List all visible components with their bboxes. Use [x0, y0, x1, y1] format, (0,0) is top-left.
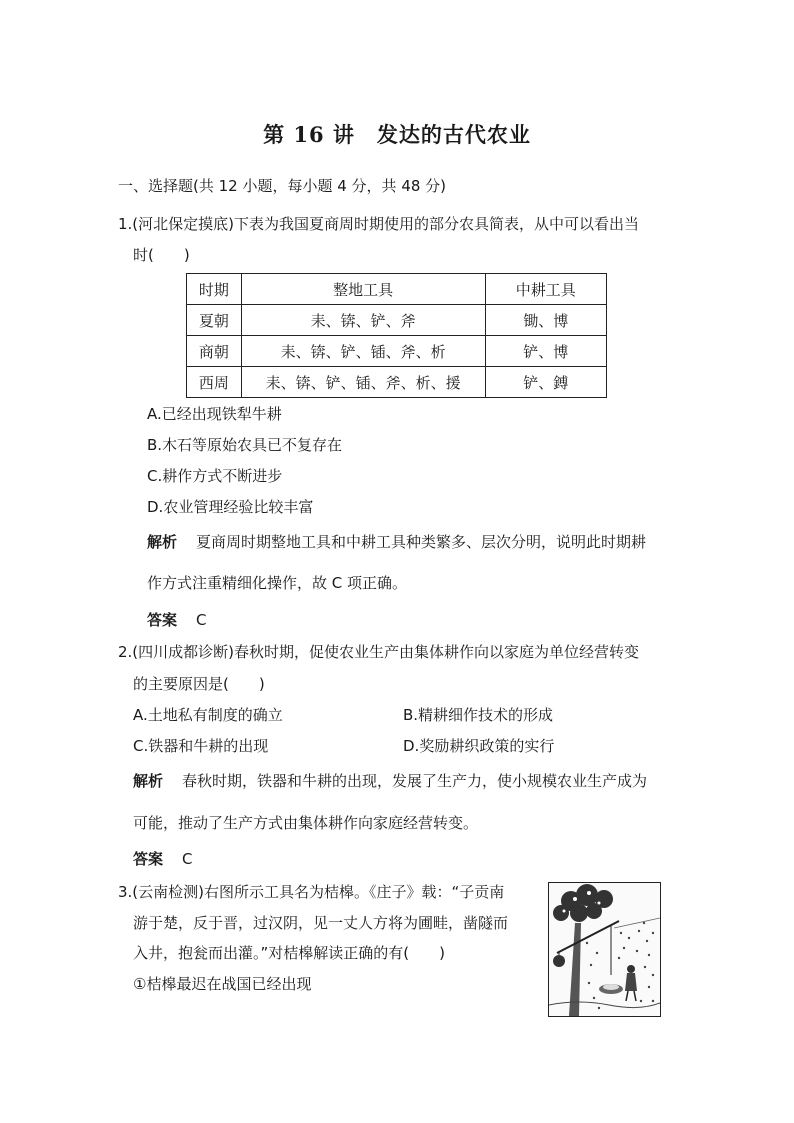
- section-heading: 一、选择题(共 12 小题，每小题 4 分，共 48 分): [118, 177, 447, 195]
- q1-analysis-line1: 夏商周时期整地工具和中耕工具种类繁多、层次分明，说明此时期耕: [196, 533, 647, 551]
- q2-answer-label: 答案: [133, 850, 164, 868]
- table-cell: 商朝: [187, 336, 242, 367]
- q3-stem-line2: 游于楚，反于晋，过汉阴，见一丈人方将为圃畦，凿隧而: [133, 914, 509, 932]
- q2-option-d: D.奖励耕织政策的实行: [403, 737, 555, 755]
- q3-stem-line3: 入井，抱瓮而出灌。”对桔槔解读正确的有( ): [133, 944, 445, 962]
- table-row: [187, 336, 607, 367]
- table-cell: 夏朝: [187, 305, 242, 336]
- q1-option-c: C.耕作方式不断进步: [147, 467, 283, 485]
- q2-stem-line1: 2.(四川成都诊断)春秋时期，促使农业生产由集体耕作向以家庭为单位经营转变: [118, 643, 640, 661]
- q1-analysis-label: 解析: [147, 533, 178, 551]
- q1-analysis-line2: 作方式注重精细化操作，故 C 项正确。: [147, 574, 408, 592]
- table-cell: 铲、博: [485, 336, 606, 367]
- table-header-row: [187, 274, 607, 305]
- table-row: [187, 367, 607, 398]
- q1-option-d: D.农业管理经验比较丰富: [147, 498, 314, 516]
- q1-stem-line2: 时( ): [133, 246, 190, 264]
- table-cell: 铲、鎛: [485, 367, 606, 398]
- table-cell: 耒、锛、铲、斧: [241, 305, 485, 336]
- table-cell: 耒、锛、铲、锸、斧、析: [241, 336, 485, 367]
- q2-stem-line2: 的主要原因是( ): [133, 675, 265, 693]
- q1-tools-table: [186, 273, 607, 398]
- q2-analysis-label: 解析: [133, 772, 164, 790]
- page-title: 第 16 讲 发达的古代农业: [263, 122, 531, 147]
- q2-analysis-line1: 春秋时期，铁器和牛耕的出现，发展了生产力，使小规模农业生产成为: [182, 772, 648, 790]
- table-cell: 耒、锛、铲、锸、斧、析、援: [241, 367, 485, 398]
- table-header-cell: 中耕工具: [485, 274, 606, 305]
- q2-option-a: A.土地私有制度的确立: [133, 706, 283, 724]
- jiegao-illustration: [548, 882, 661, 1017]
- q1-option-a: A.已经出现铁犁牛耕: [147, 405, 282, 423]
- q1-answer: C: [196, 611, 207, 629]
- table-header-cell: 时期: [187, 274, 242, 305]
- q3-item1: ①桔槔最迟在战国已经出现: [133, 975, 312, 993]
- q1-stem-line1: 1.(河北保定摸底)下表为我国夏商周时期使用的部分农具简表，从中可以看出当: [118, 215, 640, 233]
- q1-option-b: B.木石等原始农具已不复存在: [147, 436, 343, 454]
- q3-stem-line1: 3.(云南检测)右图所示工具名为桔槔。《庄子》载：“子贡南: [118, 883, 505, 901]
- q2-analysis-line2: 可能，推动了生产方式由集体耕作向家庭经营转变。: [133, 814, 479, 832]
- table-row: [187, 305, 607, 336]
- q2-option-b: B.精耕细作技术的形成: [403, 706, 554, 724]
- table-cell: 锄、博: [485, 305, 606, 336]
- q2-option-c: C.铁器和牛耕的出现: [133, 737, 269, 755]
- jiegao-drawing: [549, 883, 660, 1016]
- q1-answer-label: 答案: [147, 611, 178, 629]
- table-cell: 西周: [187, 367, 242, 398]
- table-header-cell: 整地工具: [241, 274, 485, 305]
- q2-answer: C: [182, 850, 193, 868]
